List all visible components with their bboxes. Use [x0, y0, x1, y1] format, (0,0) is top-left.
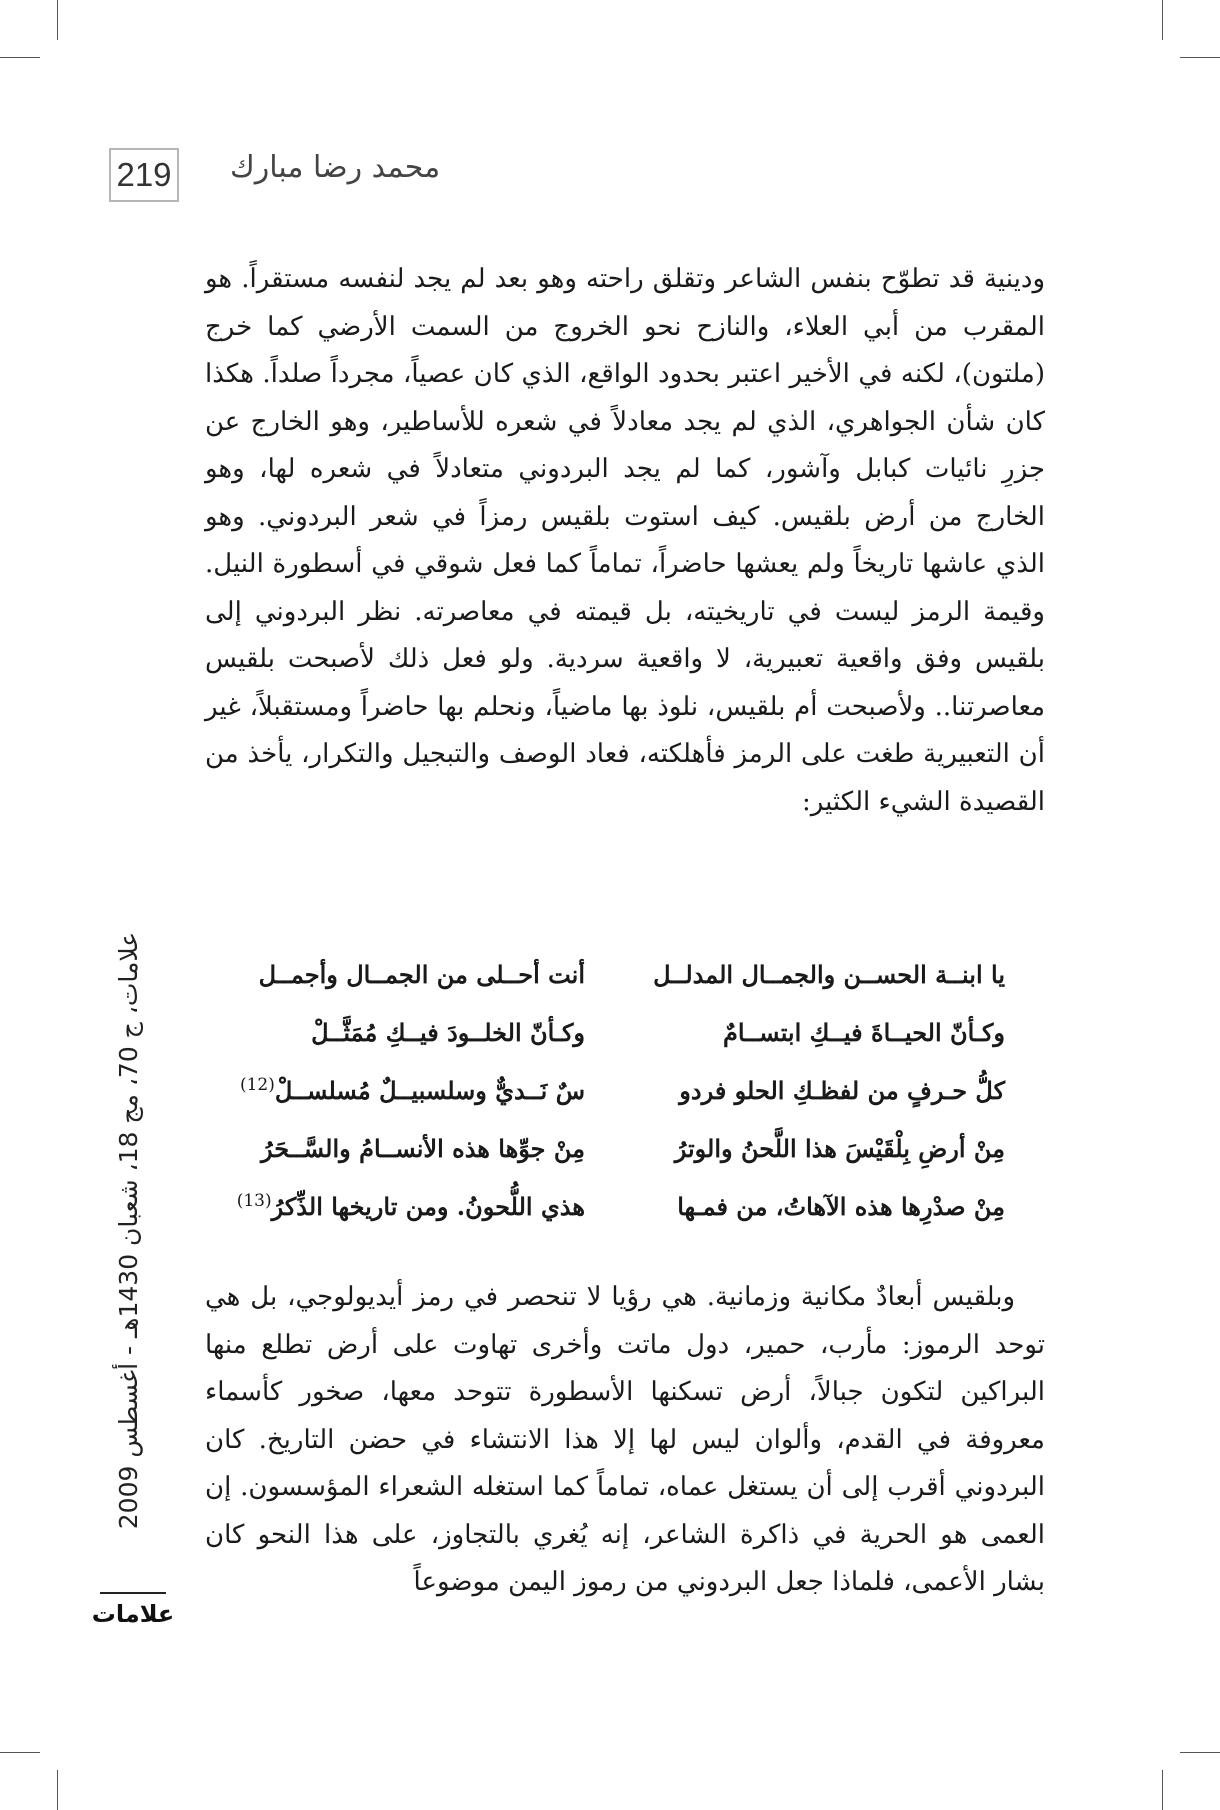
- crop-mark: [57, 1770, 58, 1810]
- verse-first-hemistich: مِنْ أرضِ بِلْقَيْسَ هذا اللَّحنُ والوترُ: [674, 1133, 1005, 1163]
- verse-first-hemistich: يا ابنــة الحســن والجمــال المدلــل: [653, 959, 1005, 989]
- footnote-ref: (12): [239, 1075, 275, 1095]
- crop-mark: [0, 1752, 40, 1753]
- crop-mark: [1180, 1752, 1220, 1753]
- crop-mark: [57, 0, 58, 40]
- running-head-text: علامات، ج 70، مج 18، شعبان 1430هـ - أغسطس 2009: [114, 931, 144, 1529]
- poem-verses: [205, 945, 1045, 1235]
- verse-second-hemistich: هذي اللُّحونُ. ومن تاريخها الذِّكرُ$^{(13)}$: [236, 1191, 585, 1221]
- verse-first-hemistich: مِنْ صدْرِها هذه الآهاتُ، من فمـها: [677, 1191, 1005, 1221]
- paragraph: ودينية قد تطوّح بنفس الشاعر وتقلق راحته وهو بعد لم يجد لنفسه مستقراً. هو المقرب من أبي العلاء، والنازح نحو الخروج من السمت الأرضي كما خرج (ملتون)، لكنه في الأخير اعتبر بحدود الواقع، الذي كان عصياً، مجرداً صلداً. هكذا كان شأن الجواهري، الذي لم يجد معادلاً في شعره للأساطير، وهو الخارج عن جزرِ نائيات كبابل وآشور، كما لم يجد البردوني متعادلاً في شعره لها، وهو الخارج من أرض بلقيس. كيف استوت بلقيس رمزاً في شعر البردوني. وهو الذي عاشها تاريخاً ولم يعشها حاضراً، تماماً كما فعل شوقي في أسطورة النيل. وقيمة الرمز ليست في تاريخيته، بل قيمته في معاصرته. نظر البردوني إلى بلقيس وفق واقعية تعبيرية، لا واقعية سردية. ولو فعل ذلك لأصبحت بلقيس معاصرتنا.. ولأصبحت أم بلقيس، نلوذ بها ماضياً، ونحلم بها حاضراً ومستقبلاً، غير أن التعبيرية طغت على الرمز فأهلكته، فعاد الوصف والتبجيل والتكرار، يأخذ من القصيدة الشيء الكثير:: [205, 264, 1045, 817]
- verse-line: [205, 1061, 1045, 1119]
- author-name: محمد رضا مبارك: [230, 150, 441, 185]
- body-text-bottom: [205, 1274, 1045, 1607]
- running-head: [104, 931, 154, 1529]
- verse-second-hemistich: سٌ نَــديٌّ وسلسبيــلٌ مُسلســلْ$^{(12)}$: [239, 1075, 585, 1105]
- verse-second-hemistich: وكـأنّ الخلــودَ فيــكِ مُمَثَّــلْ: [311, 1018, 585, 1047]
- verse-first-hemistich: كلُّ حـرفٍ من لفظـكِ الحلو فردو: [679, 1075, 1005, 1105]
- page-number: 219: [109, 148, 179, 202]
- crop-mark: [1162, 1770, 1163, 1810]
- verse-line: [205, 945, 1045, 1003]
- journal-logo: علامات: [100, 1592, 166, 1634]
- verse-second-hemistich: أنت أحــلى من الجمــال وأجمــل: [258, 960, 585, 989]
- verse-line: [205, 1119, 1045, 1177]
- crop-mark: [1180, 57, 1220, 58]
- paragraph: وبلقيس أبعادٌ مكانية وزمانية. هي رؤيا لا تنحصر في رمز أيديولوجي، بل هي توحد الرموز: مأرب، حمير، دول ماتت وأخرى تهاوت على أرض تطلع منها البراكين لتكون جبالاً، أرض تسكنها الأسطورة تتوحد معها، صخور كأسماء معروفة في القدم، وألوان ليس لها إلا هذا الانتشاء في حضن التاريخ. كان البردوني أقرب إلى أن يستغل عماه، تماماً كما استغله الشعراء المؤسسون. إن العمى هو الحرية في ذاكرة الشاعر، إنه يُغري بالتجاوز، على هذا النحو كان بشار الأعمى، فلماذا جعل البردوني من رموز اليمن موضوعاً: [205, 1282, 1045, 1597]
- verse-line: [205, 1177, 1045, 1235]
- verse-line: [205, 1003, 1045, 1061]
- verse-first-hemistich: وكـأنّ الحيــاةَ فيــكِ ابتســامٌ: [723, 1017, 1005, 1047]
- footnote-ref: (13): [236, 1191, 272, 1211]
- verse-second-hemistich: مِنْ جوِّها هذه الأنســامُ والسَّــحَرُ: [260, 1134, 585, 1163]
- crop-mark: [0, 57, 40, 58]
- crop-mark: [1162, 0, 1163, 40]
- body-text-top: [205, 256, 1045, 826]
